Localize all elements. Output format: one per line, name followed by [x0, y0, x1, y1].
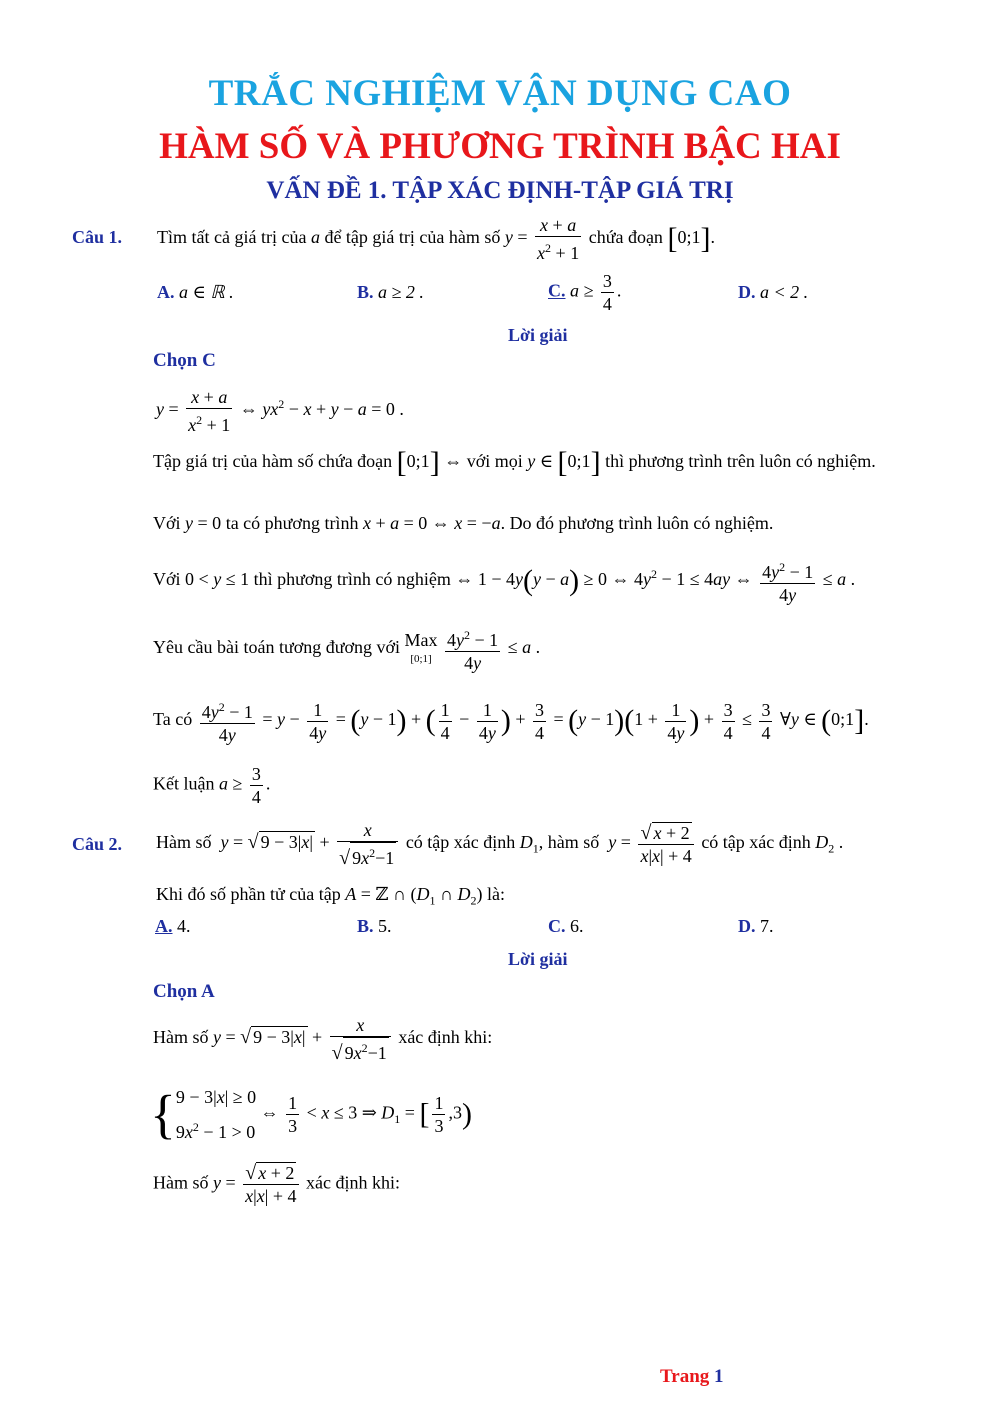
- q1-equation-1: y = $\frac{x + a}{x^2 + 1}$ ⇔ $yx^2 - x + y - a = 0$ .: [156, 387, 404, 435]
- question-2-line-2: Khi đó số phần tử của tập A = ℤ ∩ ($D_1$ ∩ $D_2$) là:: [156, 884, 506, 908]
- question-1-label: Câu 1.: [72, 227, 123, 247]
- q1-option-a: A. a ∈ ℝ .: [157, 282, 234, 302]
- q2-solution-heading: Lời giải: [508, 949, 568, 969]
- q1-option-b: B. a ≥ 2 .: [357, 282, 424, 302]
- q1-conclusion: Kết luận a ≥ $\frac{3}{4}$ .: [153, 764, 271, 807]
- q2-choice: Chọn A: [153, 981, 215, 1002]
- q1-option-c: C. a ≥ $\frac{3}{4}$ .: [548, 271, 622, 314]
- q2-domain1-line: Hàm số y = √ 9 − 3|x| + $\frac{x}{√ 9x^2-1}$ xác định khi:: [153, 1015, 493, 1064]
- question-1-text: Tìm tất cả giá trị của a để tập giá trị của hàm số y = $\frac{x + a}{x^2 + 1}$ chứa đoạn [0;1].: [157, 215, 715, 263]
- q1-option-d: D. a < 2 .: [738, 282, 809, 302]
- q1-range-line: Tập giá trị của hàm số chứa đoạn [0;1] ⇔ với mọi y ∈ [0;1] thì phương trình trên luôn có nghiệm.: [153, 445, 876, 479]
- q2-option-b: B. 5.: [357, 916, 392, 936]
- page-footer: Trang 1: [660, 1366, 724, 1387]
- question-2-label: Câu 2.: [72, 834, 123, 854]
- q2-option-c: C. 6.: [548, 916, 584, 936]
- q1-solution-heading: Lời giải: [508, 325, 568, 345]
- question-2-text: Hàm số y = √ 9 − 3|x| + $\frac{x}{√ 9x^2-1}$ có tập xác định $D_1$, hàm số y = $\frac{√ x + 2}{x|x| + 4}$ có tập xác định $D_2$ .: [156, 820, 844, 869]
- q2-system: {9 − 3|x| ≥ 0 $9x^2 - 1 > 0$ ⇔ $\frac{1}{3}$ < x ≤ 3 ⇒ $D_1$ = [ $\frac{1}{3}$ ,3): [150, 1084, 472, 1145]
- q2-option-d: D. 7.: [738, 916, 774, 936]
- q1-y0-line: Với y = 0 ta có phương trình x + a = 0 ⇔ x = −a. Do đó phương trình luôn có nghiệm.: [153, 513, 774, 533]
- title-line-1: TRẮC NGHIỆM VẬN DỤNG CAO: [208, 73, 792, 114]
- q1-derivation-line: Ta có $\frac{4y^2 - 1}{4y}$ = y − $\frac{1}{4y}$ = (y − 1) + ( $\frac{1}{4}$ − $\frac{1}{4y}$ ) + $\frac{3}{4}$ = (y − 1)(1 + $\frac{1}{4y}$ ) + $\frac{3}{4}$ ≤ $\frac{3}{4}$ ∀y ∈ (0;1].: [153, 696, 869, 746]
- q2-option-a: A. 4.: [155, 916, 191, 936]
- section-title: VẤN ĐỀ 1. TẬP XÁC ĐỊNH-TẬP GIÁ TRỊ: [266, 177, 734, 204]
- q2-domain2-line: Hàm số y = $\frac{√ x + 2}{x|x| + 4}$ xác định khi:: [153, 1162, 401, 1206]
- title-line-2: HÀM SỐ VÀ PHƯƠNG TRÌNH BẬC HAI: [159, 126, 841, 167]
- q1-choice: Chọn C: [153, 350, 216, 371]
- q1-requirement-line: Yêu cầu bài toán tương đương với Max [0;1] $\frac{4y^2 - 1}{4y}$ ≤ a .: [153, 624, 540, 674]
- q1-y-range-line: Với 0 < y ≤ 1 thì phương trình có nghiệm ⇔ 1 − 4y(y − a) ≥ 0 ⇔ $4y^2 - 1 \le 4ay$ ⇔ $\frac{4y^2 - 1}{4y}$ ≤ a .: [153, 556, 855, 606]
